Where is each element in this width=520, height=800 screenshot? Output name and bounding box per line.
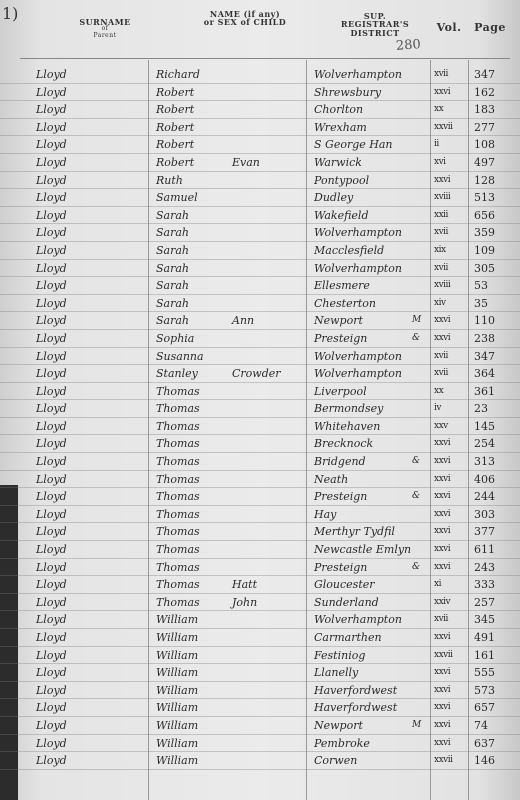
entry-mark: M bbox=[412, 719, 422, 730]
entry-surname: Lloyd bbox=[36, 648, 67, 662]
entry-district: Newport bbox=[314, 314, 363, 328]
entry-district: Festiniog bbox=[314, 648, 366, 662]
header-surname-line3: Parent bbox=[93, 31, 117, 39]
entry-volume: xx bbox=[434, 104, 444, 115]
entry-district: Wrexham bbox=[314, 120, 367, 134]
entry-name: William bbox=[156, 754, 199, 768]
entry-name: Sarah bbox=[156, 243, 189, 257]
entry-page: 305 bbox=[474, 261, 495, 275]
entry-surname: Lloyd bbox=[36, 595, 67, 609]
entry-page: 364 bbox=[474, 367, 495, 381]
entry-district: Presteign bbox=[314, 490, 368, 504]
register-row bbox=[0, 84, 520, 102]
entry-volume: xxii bbox=[434, 209, 448, 220]
entry-volume: xxvi bbox=[434, 508, 451, 519]
entry-district: Bermondsey bbox=[314, 402, 384, 416]
entry-district: Wolverhampton bbox=[314, 349, 402, 363]
header-rule bbox=[20, 58, 510, 59]
entry-volume: xxvi bbox=[434, 315, 451, 326]
entry-page: 491 bbox=[474, 631, 495, 644]
entry-district: Haverfordwest bbox=[314, 683, 398, 697]
entry-name: Samuel bbox=[156, 191, 198, 205]
entry-volume: xxvi bbox=[434, 473, 451, 484]
entry-name: William bbox=[156, 648, 199, 662]
entry-volume: xxvi bbox=[434, 561, 451, 572]
entry-surname: Lloyd bbox=[36, 525, 67, 539]
entry-volume: xix bbox=[434, 244, 446, 255]
register-row bbox=[0, 400, 520, 418]
entry-district: Newcastle Emlyn bbox=[314, 543, 412, 557]
register-row bbox=[0, 647, 520, 665]
register-row bbox=[0, 488, 520, 506]
header-name-line1: NAME (if any) bbox=[209, 9, 281, 19]
entry-name: Sarah bbox=[156, 226, 189, 240]
entry-surname: Lloyd bbox=[36, 367, 67, 381]
entry-page: 347 bbox=[474, 349, 495, 363]
entry-surname: Lloyd bbox=[36, 683, 67, 697]
register-entries bbox=[0, 66, 520, 770]
entry-name: Thomas bbox=[156, 543, 200, 557]
entry-volume: xxvi bbox=[434, 86, 451, 97]
entry-page: 23 bbox=[474, 402, 488, 416]
entry-surname: Lloyd bbox=[36, 138, 67, 152]
entry-district: Dudley bbox=[314, 191, 354, 205]
register-row bbox=[0, 471, 520, 489]
entry-name: Thomas bbox=[156, 595, 200, 609]
entry-name: Thomas bbox=[156, 402, 200, 416]
register-row bbox=[0, 523, 520, 541]
entry-page: 161 bbox=[474, 648, 495, 662]
entry-volume: xxvi bbox=[434, 667, 451, 678]
entry-surname: Lloyd bbox=[36, 261, 67, 275]
entry-surname: Lloyd bbox=[36, 666, 67, 680]
entry-district: Haverfordwest bbox=[314, 701, 398, 715]
entry-name: William bbox=[156, 683, 199, 697]
entry-name: Sarah bbox=[156, 208, 189, 222]
entry-second-name: Hatt bbox=[232, 578, 257, 592]
entry-page: 347 bbox=[474, 68, 495, 81]
register-row bbox=[0, 383, 520, 401]
entry-district: Presteign bbox=[314, 560, 368, 574]
entry-surname: Lloyd bbox=[36, 455, 67, 469]
entry-page: 53 bbox=[474, 279, 488, 293]
entry-district: Presteign bbox=[314, 331, 368, 345]
entry-volume: xvii bbox=[434, 262, 448, 273]
entry-volume: xxvii bbox=[434, 649, 453, 660]
entry-name: Thomas bbox=[156, 560, 200, 574]
entry-district: Macclesfield bbox=[314, 243, 385, 257]
entry-page: 257 bbox=[474, 595, 495, 609]
entry-district: Pontypool bbox=[314, 173, 370, 187]
header-district bbox=[330, 12, 420, 37]
entry-mark: & bbox=[412, 332, 421, 343]
entry-name: William bbox=[156, 631, 199, 644]
entry-district: Hay bbox=[314, 507, 337, 521]
entry-volume: xxvii bbox=[434, 755, 453, 766]
entry-volume: xxvi bbox=[434, 438, 451, 449]
entry-name: Ruth bbox=[156, 173, 183, 187]
entry-name: Thomas bbox=[156, 525, 200, 539]
entry-surname: Lloyd bbox=[36, 560, 67, 574]
header-page: Page bbox=[474, 21, 506, 34]
entry-name: Robert bbox=[156, 103, 195, 117]
register-row bbox=[0, 172, 520, 190]
entry-name: William bbox=[156, 613, 199, 627]
register-row bbox=[0, 224, 520, 242]
entry-mark: & bbox=[412, 456, 421, 467]
entry-surname: Lloyd bbox=[36, 155, 67, 169]
entry-volume: xxvi bbox=[434, 684, 451, 695]
entry-volume: xxvi bbox=[434, 702, 451, 713]
entry-name: Sarah bbox=[156, 296, 189, 310]
pencil-number: 280 bbox=[395, 37, 422, 54]
entry-district: Chesterton bbox=[314, 296, 376, 310]
entry-mark: M bbox=[412, 315, 422, 326]
entry-district: Wolverhampton bbox=[314, 367, 402, 381]
register-row bbox=[0, 717, 520, 735]
entry-district: Carmarthen bbox=[314, 631, 382, 644]
entry-page: 555 bbox=[474, 666, 495, 680]
header-name bbox=[190, 10, 300, 27]
entry-name: William bbox=[156, 718, 199, 732]
header-district-line1: SUP. REGISTRAR'S bbox=[340, 11, 410, 30]
entry-page: 345 bbox=[474, 613, 495, 627]
entry-volume: ii bbox=[434, 139, 439, 150]
entry-district: Brecknock bbox=[314, 437, 374, 451]
entry-page: 497 bbox=[474, 155, 495, 169]
register-row bbox=[0, 365, 520, 383]
entry-district: Wakefield bbox=[314, 208, 369, 222]
entry-page: 128 bbox=[474, 173, 495, 187]
entry-district: Gloucester bbox=[314, 578, 375, 592]
entry-page: 406 bbox=[474, 472, 495, 486]
register-row bbox=[0, 277, 520, 295]
entry-district: Shrewsbury bbox=[314, 85, 382, 99]
register-row bbox=[0, 330, 520, 348]
entry-second-name: Ann bbox=[232, 314, 255, 328]
entry-page: 254 bbox=[474, 437, 495, 451]
entry-district: S George Han bbox=[314, 138, 393, 152]
entry-surname: Lloyd bbox=[36, 578, 67, 592]
entry-district: Wolverhampton bbox=[314, 613, 402, 627]
entry-district: Wolverhampton bbox=[314, 68, 402, 81]
register-row bbox=[0, 66, 520, 84]
entry-district: Pembroke bbox=[314, 736, 370, 750]
entry-district: Warwick bbox=[314, 155, 362, 169]
entry-district: Bridgend bbox=[314, 455, 366, 469]
entry-page: 243 bbox=[474, 560, 495, 574]
entry-page: 573 bbox=[474, 683, 495, 697]
entry-page: 183 bbox=[474, 103, 495, 117]
register-row bbox=[0, 453, 520, 471]
entry-surname: Lloyd bbox=[36, 243, 67, 257]
entry-name: Thomas bbox=[156, 437, 200, 451]
entry-district: Liverpool bbox=[314, 384, 367, 398]
entry-name: William bbox=[156, 666, 199, 680]
entry-volume: xvi bbox=[434, 156, 446, 167]
register-row bbox=[0, 101, 520, 119]
entry-surname: Lloyd bbox=[36, 419, 67, 433]
entry-page: 145 bbox=[474, 419, 495, 433]
entry-volume: xxvi bbox=[434, 737, 451, 748]
entry-page: 333 bbox=[474, 578, 495, 592]
entry-page: 513 bbox=[474, 191, 495, 205]
entry-name: Sarah bbox=[156, 314, 189, 328]
entry-surname: Lloyd bbox=[36, 173, 67, 187]
entry-surname: Lloyd bbox=[36, 507, 67, 521]
entry-page: 35 bbox=[474, 296, 488, 310]
entry-volume: xxvi bbox=[434, 544, 451, 555]
corner-mark: 1) bbox=[2, 4, 19, 23]
register-row bbox=[0, 664, 520, 682]
header-name-line2: or SEX of CHILD bbox=[203, 17, 287, 28]
entry-surname: Lloyd bbox=[36, 718, 67, 732]
entry-page: 361 bbox=[474, 384, 495, 398]
entry-volume: xxvi bbox=[434, 632, 451, 642]
entry-district: Newport bbox=[314, 718, 363, 732]
entry-surname: Lloyd bbox=[36, 226, 67, 240]
entry-volume: xx bbox=[434, 385, 444, 396]
entry-district: Neath bbox=[314, 472, 349, 486]
entry-volume: xxvi bbox=[434, 719, 451, 730]
header-surname-line1: SURNAME bbox=[79, 17, 131, 27]
entry-page: 637 bbox=[474, 736, 495, 750]
entry-page: 244 bbox=[474, 490, 495, 504]
entry-page: 657 bbox=[474, 701, 495, 715]
entry-volume: xvii bbox=[434, 69, 448, 79]
register-row bbox=[0, 242, 520, 260]
entry-district: Wolverhampton bbox=[314, 261, 402, 275]
entry-surname: Lloyd bbox=[36, 296, 67, 310]
register-row bbox=[0, 594, 520, 612]
entry-name: William bbox=[156, 701, 199, 715]
header-surname-line2: of bbox=[101, 25, 109, 33]
entry-name: Thomas bbox=[156, 578, 200, 592]
entry-surname: Lloyd bbox=[36, 384, 67, 398]
register-row bbox=[0, 559, 520, 577]
entry-page: 74 bbox=[474, 718, 488, 732]
entry-surname: Lloyd bbox=[36, 472, 67, 486]
entry-surname: Lloyd bbox=[36, 103, 67, 117]
register-row bbox=[0, 699, 520, 717]
entry-district: Merthyr Tydfil bbox=[314, 525, 395, 539]
entry-page: 303 bbox=[474, 507, 495, 521]
entry-name: Robert bbox=[156, 120, 195, 134]
entry-page: 108 bbox=[474, 138, 495, 152]
entry-district: Corwen bbox=[314, 754, 358, 768]
register-row bbox=[0, 435, 520, 453]
register-row bbox=[0, 295, 520, 313]
entry-page: 109 bbox=[474, 243, 495, 257]
entry-volume: xxvii bbox=[434, 121, 453, 132]
entry-volume: xxvi bbox=[434, 332, 451, 343]
entry-name: Robert bbox=[156, 85, 195, 99]
register-row bbox=[0, 189, 520, 207]
register-row bbox=[0, 682, 520, 700]
entry-volume: xxvi bbox=[434, 174, 451, 185]
entry-volume: xvii bbox=[434, 350, 448, 361]
entry-district: Ellesmere bbox=[314, 279, 370, 293]
entry-surname: Lloyd bbox=[36, 736, 67, 750]
entry-district: Wolverhampton bbox=[314, 226, 402, 240]
entry-page: 313 bbox=[474, 455, 495, 469]
entry-page: 162 bbox=[474, 85, 495, 99]
entry-name: Sarah bbox=[156, 261, 189, 275]
entry-volume: iv bbox=[434, 403, 441, 414]
header-surname bbox=[70, 18, 140, 39]
entry-page: 656 bbox=[474, 208, 495, 222]
entry-name: Thomas bbox=[156, 419, 200, 433]
register-row bbox=[0, 312, 520, 330]
entry-second-name: John bbox=[232, 595, 258, 609]
entry-surname: Lloyd bbox=[36, 331, 67, 345]
entry-name: Sophia bbox=[156, 331, 195, 345]
entry-page: 611 bbox=[474, 543, 495, 557]
entry-volume: xvii bbox=[434, 227, 448, 238]
entry-surname: Lloyd bbox=[36, 314, 67, 328]
entry-page: 377 bbox=[474, 525, 495, 539]
entry-surname: Lloyd bbox=[36, 754, 67, 768]
entry-surname: Lloyd bbox=[36, 490, 67, 504]
entry-surname: Lloyd bbox=[36, 208, 67, 222]
register-row bbox=[0, 629, 520, 647]
entry-second-name: Crowder bbox=[232, 367, 281, 381]
register-row bbox=[0, 541, 520, 559]
register-row bbox=[0, 207, 520, 225]
entry-surname: Lloyd bbox=[36, 402, 67, 416]
entry-volume: xxvi bbox=[434, 456, 451, 467]
entry-name: Thomas bbox=[156, 507, 200, 521]
entry-surname: Lloyd bbox=[36, 279, 67, 293]
entry-volume: xxvi bbox=[434, 491, 451, 502]
entry-second-name: Evan bbox=[232, 155, 260, 169]
entry-volume: xviii bbox=[434, 192, 451, 203]
entry-volume: xvii bbox=[434, 368, 448, 379]
entry-name: Susanna bbox=[156, 349, 204, 363]
header-vol: Vol. bbox=[436, 21, 462, 34]
entry-surname: Lloyd bbox=[36, 349, 67, 363]
entry-name: Thomas bbox=[156, 384, 200, 398]
entry-district: Llanelly bbox=[314, 666, 359, 680]
entry-district: Chorlton bbox=[314, 103, 364, 117]
entry-volume: xviii bbox=[434, 280, 451, 291]
entry-page: 146 bbox=[474, 754, 495, 768]
entry-page: 359 bbox=[474, 226, 495, 240]
register-row bbox=[0, 752, 520, 770]
register-row bbox=[0, 136, 520, 154]
entry-surname: Lloyd bbox=[36, 543, 67, 557]
entry-mark: & bbox=[412, 491, 421, 502]
register-row bbox=[0, 154, 520, 172]
entry-district: Sunderland bbox=[314, 595, 379, 609]
entry-name: William bbox=[156, 736, 199, 750]
entry-surname: Lloyd bbox=[36, 68, 67, 81]
register-row bbox=[0, 576, 520, 594]
entry-page: 238 bbox=[474, 331, 495, 345]
entry-surname: Lloyd bbox=[36, 120, 67, 134]
entry-name: Robert bbox=[156, 138, 195, 152]
register-row bbox=[0, 735, 520, 753]
register-row bbox=[0, 418, 520, 436]
register-row bbox=[0, 119, 520, 137]
register-row bbox=[0, 348, 520, 366]
register-row bbox=[0, 611, 520, 629]
entry-volume: xiv bbox=[434, 297, 446, 308]
register-row bbox=[0, 260, 520, 278]
entry-mark: & bbox=[412, 561, 421, 572]
entry-volume: xxv bbox=[434, 420, 448, 431]
entry-name: Thomas bbox=[156, 472, 200, 486]
entry-name: Stanley bbox=[156, 367, 198, 381]
entry-volume: xi bbox=[434, 579, 441, 590]
entry-volume: xxvi bbox=[434, 526, 451, 537]
entry-surname: Lloyd bbox=[36, 701, 67, 715]
entry-name: Thomas bbox=[156, 455, 200, 469]
entry-page: 110 bbox=[474, 314, 495, 328]
header-district-line2: DISTRICT bbox=[350, 27, 400, 38]
entry-surname: Lloyd bbox=[36, 85, 67, 99]
entry-surname: Lloyd bbox=[36, 437, 67, 451]
entry-volume: xvii bbox=[434, 614, 448, 625]
entry-surname: Lloyd bbox=[36, 191, 67, 205]
entry-surname: Lloyd bbox=[36, 631, 67, 644]
entry-page: 277 bbox=[474, 120, 495, 134]
entry-name: Sarah bbox=[156, 279, 189, 293]
register-row bbox=[0, 506, 520, 524]
entry-district: Whitehaven bbox=[314, 419, 381, 433]
entry-surname: Lloyd bbox=[36, 613, 67, 627]
entry-volume: xxiv bbox=[434, 596, 451, 607]
entry-name: Richard bbox=[156, 68, 200, 81]
entry-name: Thomas bbox=[156, 490, 200, 504]
entry-name: Robert bbox=[156, 155, 195, 169]
